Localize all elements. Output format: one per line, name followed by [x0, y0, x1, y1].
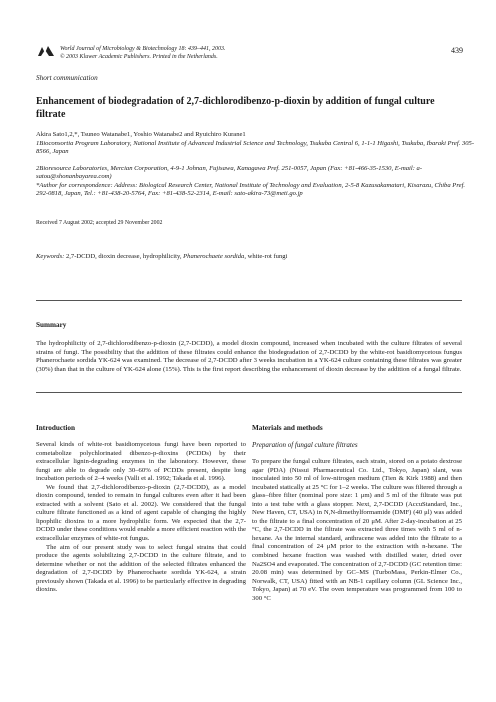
intro-paragraph-3: The aim of our present study was to select fungal strains that could produce the agents solubilizing 2,7-DCDD in the culture filtrate, and to determine whether or not the addition of the selected filtrates enhanced the degradation of 2,7-DCDD by Phanerochaete sordida YK-624, a strain previously shown (Takada et al. 1996) to be particularly effective in degrading dioxins.	[36, 543, 246, 594]
methods-paragraph-1: To prepare the fungal culture filtrates, each strain, stored on a potato dextrose agar (PDA) (Nissui Pharmaceutical Co. Ltd., Tokyo, Japan) slant, was inoculated into 50 ml of low-nitrogen medium (Tien & Kirk 1988) and then incubated statically at 25 °C for 1–2 weeks. The culture was filtered through a glass–fibre filter (nominal pore size: 1 μm) and 5 ml of the filtrate was put into a test tube with a glass stopper. Next, 2,7-DCDD (AccuStandard, Inc., New Haven, CT, USA) in N,N-dimethylformamide (DMF) (40 μl) was added to the filtrate to a final concentration of 20 μM. After 2-day-incubation at 25 °C, the 2,7-DCDD in the filtrate was extracted three times with 5 ml of n-hexane. As the internal standard, anthracene was added into the filtrate to a final concentration of 24 μM prior to the extraction with n-hexane. The combined hexane fraction was washed with distilled water, dried over Na2SO4 and evaporated. The concentration of 2,7-DCDD (GC retention time: 20.08 min) was determined by GC–MS (TurboMass, Perkin-Elmer Co., Norwalk, CT, USA) fitted with an NB-1 capillary column (GL Science Inc., Tokyo, Japan) at 70 eV. The oven temperature was programmed from 100 to 300 °C	[252, 458, 462, 602]
introduction-heading: Introduction	[36, 424, 76, 432]
page-number: 439	[451, 46, 463, 55]
keywords-tail: , white-rot fungi	[244, 253, 288, 260]
affiliation-1: 1Bioconsortia Program Laboratory, National Institute of Advanced Industrial Science and Technology, Tsukuba Central 6, 1-1-1 Higashi, Tsukuba, Ibaraki Pref. 305-8566, Japan	[36, 140, 475, 156]
introduction-body	[36, 441, 246, 595]
keywords-plain: 2,7-DCDD, dioxin decrease, hydrophilicity,	[64, 253, 184, 260]
methods-heading: Materials and methods	[252, 424, 323, 432]
author-list: Akira Sato1,2,*, Tsuneo Watanabe1, Yoshio Watanabe2 and Ryuichiro Kurane1	[36, 131, 246, 138]
keywords-species: Phanerochaete sordida	[183, 253, 245, 260]
section-label: Short communication	[36, 74, 98, 82]
affiliation-2: 2Bioresource Laboratories, Mercian Corporation, 4-9-1 Johnan, Fujisawa, Kanagawa Pref. 251-0057, Japan (Fax: +81-466-35-1530, E-mail: a-satou@shonanbayarea.com)	[36, 165, 423, 181]
journal-line-1: World Journal of Microbiology & Biotechnology 18: 439–441, 2003.	[60, 46, 226, 52]
paper-title: Enhancement of biodegradation of 2,7-dichlorodibenzo-p-dioxin by addition of fungal culture filtrate	[36, 96, 435, 120]
received-dates: Received 7 August 2002; accepted 29 November 2002	[36, 220, 163, 226]
summary-text: The hydrophilicity of 2,7-dichlorodibenzo-p-dioxin (2,7-DCDD), a model dioxin compound, increased when incubated with the culture filtrates of several strains of fungi. The possibility that the addition of these filtrates could enhance the biodegradation of 2,7-DCDD by the white-rot basidiomycetous fungus Phanerochaete sordida YK-624 was examined. The decrease of 2,7-DCDD after 3 weeks incubation in a YK-624 culture containing these filtrates was greater (30%) than that in the culture of YK-624 alone (15%). This is the first report describing the enhancement of dioxin decrease by the addition of a fungal filtrate.	[36, 340, 462, 373]
correspondence-note: *Author for correspondence: Address: Biological Research Center, National Institute of Technology and Evaluation, 2-5-8 Kazusakamatari, Kisarazu, Chiba Pref. 292-0818, Japan, Tel.: +81-438-20-5764, Fax: +81-438-52-2314, E-mail: sato-akira-73@meti.go.jp	[36, 182, 466, 198]
publisher-logo-icon	[36, 44, 56, 58]
journal-citation	[60, 45, 226, 61]
keywords-label: Keywords:	[36, 253, 65, 260]
summary-bottom-rule	[36, 392, 462, 393]
intro-paragraph-1: Several kinds of white-rot basidiomycetous fungi have been reported to cometabolize polychlorinated dibenzo-p-dioxins (PCDDs) by their extracellular lignin-degrading enzymes in the laboratory. However, these fungi are able to degrade only 30–60% of PCDDs present, despite long incubation periods of 2–4 weeks (Valli et al. 1992; Takada et al. 1996).	[36, 441, 246, 483]
methods-subheading: Preparation of fungal culture filtrates	[252, 441, 358, 449]
methods-body	[252, 458, 462, 603]
intro-paragraph-2: We found that 2,7-dichlorodibenzo-p-dioxin (2,7-DCDD), as a model dioxin compound, tended to remain in fungal cultures even after it had been extracted with a solvent (Sato et al. 2002). We considered that the fungal culture filtrate functioned as a kind of agent capable of changing the highly lipophilic dioxins to a more hydrophilic form. We expected that the 2,7-DCDD under these conditions would enable a more efficient reaction with the extracellular enzymes of white-rot fungus.	[36, 483, 246, 543]
journal-line-2: © 2003 Kluwer Academic Publishers. Printed in the Netherlands.	[60, 54, 218, 60]
summary-top-rule	[36, 300, 462, 301]
keywords-line	[36, 253, 287, 260]
summary-heading: Summary	[36, 321, 67, 329]
